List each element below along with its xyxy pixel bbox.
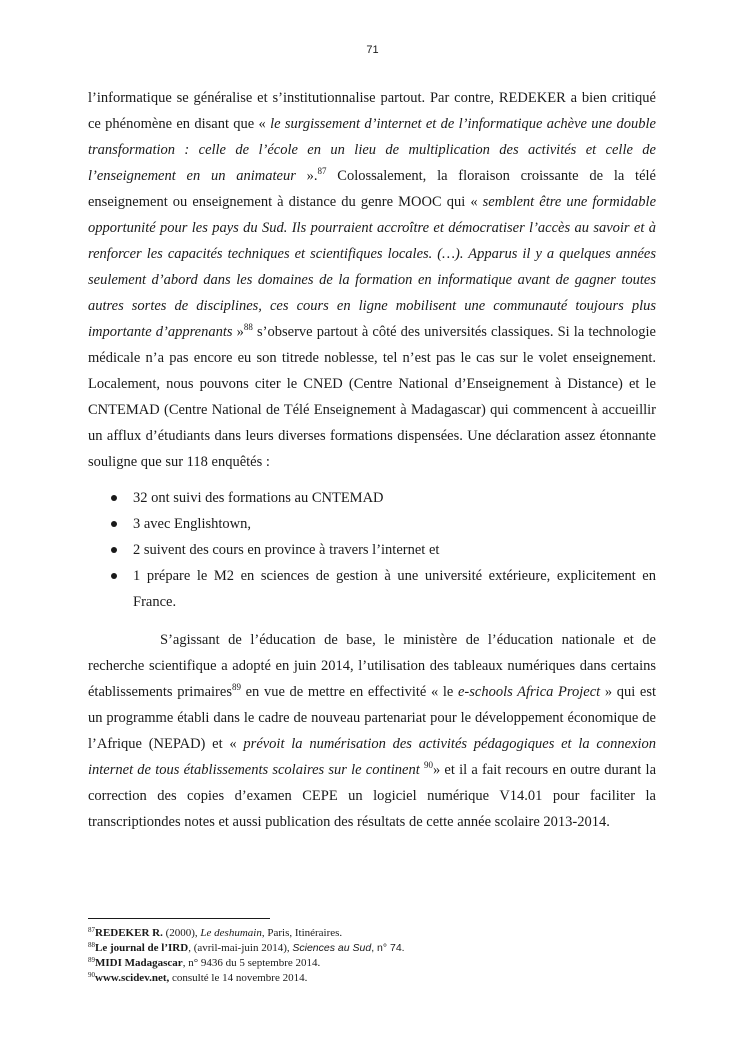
footnote-text: , (avril-mai-juin 2014), xyxy=(188,942,293,954)
footnote-87 xyxy=(88,926,668,941)
footnote-title: Sciences au Sud xyxy=(292,942,372,954)
footnote-author: Le journal de l’IRD xyxy=(95,942,189,954)
list-item xyxy=(88,563,656,615)
bullet-list xyxy=(88,485,656,615)
footnotes xyxy=(88,926,668,986)
footnote-author: MIDI Madagascar xyxy=(95,957,183,969)
list-item-text: 32 ont suivi des formations au CNTEMAD xyxy=(133,490,384,506)
bullet-icon xyxy=(111,547,117,553)
p1-quote-mooc: semblent être une formidable opportunité pour les pays du Sud. Ils pourraient accroître et démocratiser l’accès au savoir et à renforcer les capacités techniques et scientifiques locales. (…). Apparus il y a quelques années seulement d’abord dans les domaines de la formation en informatique avant de gagner toutes autres sortes de disciplines, ces cours en ligne mobilisent une communauté toujours plus importante d’apprenants xyxy=(88,194,657,340)
footnote-separator xyxy=(88,918,270,919)
footnote-90 xyxy=(88,971,668,986)
p1-text-3: Colossalement, la floraison croissante de la télé enseignement ou enseignement à distance du genre MOOC qui « xyxy=(88,168,656,210)
body-text xyxy=(88,85,656,835)
footnote-ref-89[interactable]: 89 xyxy=(231,682,241,692)
p2-quote-nepad: prévoit la numérisation des activités pédagogiques et la connexion internet de tous établissements scolaires sur le continent xyxy=(88,736,656,778)
bullet-icon xyxy=(111,495,117,501)
footnote-title: Le deshumain xyxy=(200,927,262,939)
footnote-text: (2000), xyxy=(162,927,201,939)
list-item-text: 1 prépare le M2 en sciences de gestion à une université extérieure, explicitement en France. xyxy=(133,568,656,610)
footnote-ref-87[interactable]: 87 xyxy=(317,166,327,176)
list-item xyxy=(88,511,656,537)
footnote-ref-88[interactable]: 88 xyxy=(243,322,253,332)
footnote-text: , n° 9436 du 5 septembre 2014. xyxy=(182,957,321,969)
footnote-author: www.scidev.net, xyxy=(95,972,170,984)
footnote-text: , Paris, Itinéraires. xyxy=(261,927,343,939)
bullet-icon xyxy=(111,521,117,527)
p2-text-5: » et il a fait recours en outre durant la correction des copies d’examen CEPE un logiciel numérique V14.01 pour faciliter la transcriptiondes notes et aussi publication des résultats de cette année scolaire 2013-2014. xyxy=(88,762,657,830)
paragraph-2 xyxy=(88,627,656,835)
paragraph-1 xyxy=(88,85,656,475)
p1-text-1: l’informatique se généralise et s’institutionnalise partout. Par contre, REDEKER a bien critiqué ce phénomène en disant que « xyxy=(88,90,656,132)
p2-text-1: S’agissant de l’éducation de base, le ministère de l’éducation nationale et de recherche scientifique a adopté en juin 2014, l’utilisation des tableaux numériques dans certains établissements primaires xyxy=(88,632,656,700)
footnote-text: , n° 74. xyxy=(371,942,405,954)
footnote-text: consulté le 14 novembre 2014. xyxy=(169,972,308,984)
footnote-author: REDEKER R. xyxy=(95,927,163,939)
p2-project-name: e-schools Africa Project xyxy=(458,684,601,700)
p1-text-2: ». xyxy=(295,168,318,184)
bullet-icon xyxy=(111,573,117,579)
footnote-ref-90[interactable]: 90 xyxy=(423,760,433,770)
list-item xyxy=(88,537,656,563)
footnote-number: 90 xyxy=(88,971,95,979)
page-number: 71 xyxy=(366,44,379,56)
p1-text-4: » xyxy=(232,324,244,340)
p1-text-5: s’observe partout à côté des universités classiques. Si la technologie médicale n’a pas encore eu son titrede noblesse, tel n’est pas le cas sur le volet enseignement. Localement, nous pouvons citer le CNED (Centre National d’Enseignement à Distance) et le CNTEMAD (Centre National de Télé Enseignement à Madagascar) qui commencent à accueillir un afflux d’étudiants dans leurs diverses formations dispensées. Une déclaration assez étonnante souligne que sur 118 enquêtés : xyxy=(88,324,656,470)
footnote-number: 87 xyxy=(88,926,95,934)
list-item-text: 2 suivent des cours en province à travers l’internet et xyxy=(133,542,440,558)
footnote-number: 89 xyxy=(88,956,95,964)
list-item xyxy=(88,485,656,511)
list-item-text: 3 avec Englishtown, xyxy=(133,516,251,532)
p2-text-2: en vue de mettre en effectivité « le xyxy=(240,684,458,700)
p1-quote-redeker: le surgissement d’internet et de l’informatique achève une double transformation : celle de l’école en un lieu de multiplication des activités et celle de l’enseignement en un animateur xyxy=(88,116,656,184)
footnote-88 xyxy=(88,941,668,956)
footnote-89 xyxy=(88,956,668,971)
p2-text-3: » qui est un programme établi dans le cadre de nouveau partenariat pour le développement économique de l’Afrique (NEPAD) et « xyxy=(88,684,656,752)
footnote-number: 88 xyxy=(88,941,95,949)
